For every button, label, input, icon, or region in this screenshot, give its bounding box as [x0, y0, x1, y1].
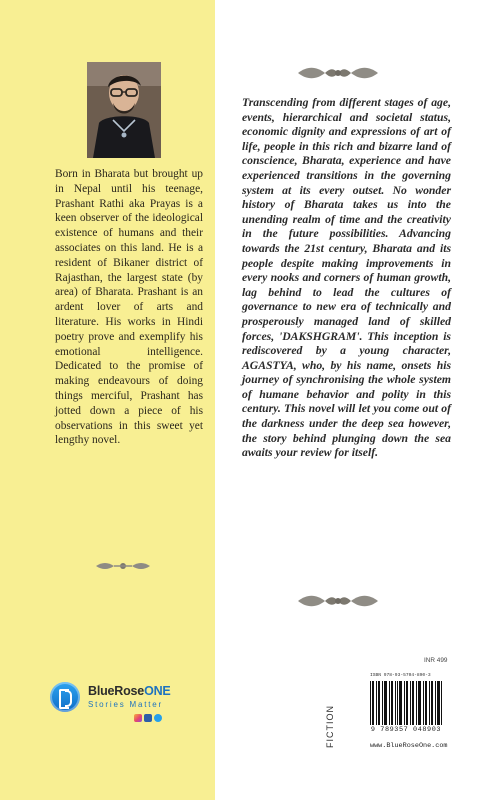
bluerose-logo-icon: [50, 682, 80, 712]
publisher-tagline: Stories Matter: [88, 700, 163, 709]
decorative-ornament-icon: [292, 64, 384, 82]
facebook-icon: [144, 714, 152, 722]
publisher-name-accent: ONE: [144, 684, 171, 698]
back-cover-synopsis: Transcending from different stages of age, events, hierarchical and societal status, economic dignity and expressions of art of life, people in this rich and bizarre land of conscience, Bharata, experience and have experienced transitions in the governing system at its every outset. No wonder history of Bharata takes us into the unending realm of time and the creativity in the future possibilities. Advancing towards the 21st century, Bharata and its people despite making improvements in every nooks and corners of human growth, lag behind to lead the cultures of governance to new era of technically and prosperously managed land of skilled forces, 'DAKSHGRAM'. This inception is rediscovered by a young character, AGASTYA, who, by his name, onsets his journey of synchronising the whole system of humane behavior and polity in this century. This novel will let you come out of the darkness under the deep sea however, the story behind plunging down the sea awaits your review for itself.: [242, 96, 451, 460]
author-photo: [87, 62, 161, 158]
price-label: INR 499: [424, 657, 448, 664]
publisher-name-main: BlueRose: [88, 684, 145, 698]
decorative-ornament-icon: [94, 561, 152, 571]
instagram-icon: [134, 714, 142, 722]
decorative-ornament-icon: [292, 592, 384, 610]
barcode-icon: [369, 681, 443, 725]
isbn-line: ISBN 978-93-5704-890-3: [370, 673, 431, 678]
publisher-website: www.BlueRoseOne.com: [370, 742, 448, 750]
barcode-number: 9 789357 048903: [370, 726, 442, 734]
left-panel: [0, 0, 215, 800]
social-icons: [134, 713, 170, 723]
publisher-branding: [50, 682, 210, 734]
publisher-name: [88, 684, 171, 698]
genre-label: FICTION: [325, 705, 335, 748]
barcode-block: [364, 670, 448, 741]
author-bio: Born in Bharata but brought up in Nepal until his teenage, Prashant Rathi aka Prayas is a keen observer of the ideological existence of humans and their associates on this land. He is a resident of Bikaner district of Rajasthan, the largest state (by area) of Bharata. Prashant is an ardent lover of arts and literature. His works in Hindi poetry prove and exemplify his emotional intelligence. Dedicated to the promise of making endeavours of doing things merciful, Prashant has jotted down a piece of his observations in this sweet yet lengthy novel.: [55, 168, 203, 447]
twitter-icon: [154, 714, 162, 722]
